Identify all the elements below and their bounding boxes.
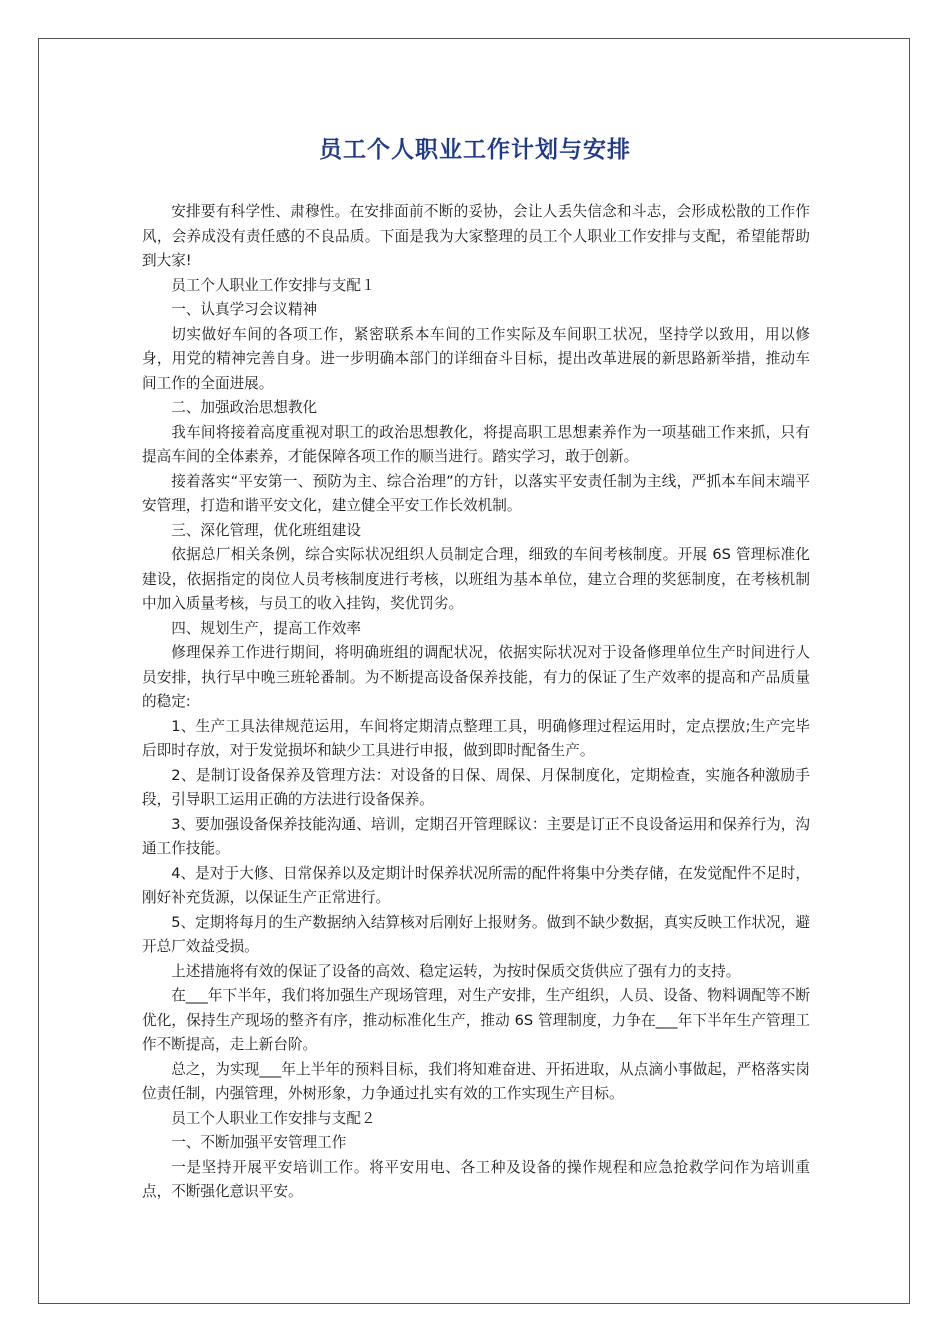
paragraph: 接着落实“平安第一、预防为主、综合治理”的方针，以落实平安责任制为主线，严抓本车间末端平安管理，打造和谐平安文化，建立健全平安工作长效机制。 bbox=[142, 472, 810, 514]
document-title: 员工个人职业工作计划与安排 bbox=[319, 137, 631, 163]
paragraph: 切实做好车间的各项工作，紧密联系本车间的工作实际及车间职工状况，坚持学以致用，用以修身，用党的精神完善自身。进一步明确本部门的详细奋斗目标，提出改革进展的新思路新举措，推动车间工作的全面进展。 bbox=[142, 325, 810, 392]
section-heading-plan-1: 员工个人职业工作安排与支配１ bbox=[171, 276, 376, 294]
paragraph: 一是坚持开展平安培训工作。将平安用电、各工种及设备的操作规程和应急抢救学问作为培训重点，不断强化意识平安。 bbox=[142, 1158, 810, 1200]
paragraph: 依据总厂相关条例，综合实际状况组织人员制定合理，细致的车间考核制度。开展 6S 管理标准化建设，依据指定的岗位人员考核制度进行考核，以班组为基本单位，建立合理的奖惩制度，在考核机制中加入质量考核，与员工的收入挂钩，奖优罚劣。 bbox=[142, 546, 810, 612]
paragraph-intro: 安排要有科学性、肃穆性。在安排面前不断的妥协，会让人丢失信念和斗志，会形成松散的工作作风，会养成没有责任感的不良品质。下面是我为大家整理的员工个人职业工作安排与支配，希望能帮助到大家! bbox=[142, 203, 810, 269]
subheading: 三、深化管理，优化班组建设 bbox=[171, 521, 361, 539]
subheading: 二、加强政治思想教化 bbox=[171, 399, 318, 416]
list-item: 3、要加强设备保养技能沟通、培训，定期召开管理睬议：主要是订正不良设备运用和保养行为，沟通工作技能。 bbox=[142, 815, 810, 857]
document-body bbox=[142, 200, 810, 1205]
section-heading-plan-2: 员工个人职业工作安排与支配２ bbox=[171, 1109, 376, 1127]
subheading: 一、不断加强平安管理工作 bbox=[171, 1134, 347, 1151]
subheading: 一、认真学习会议精神 bbox=[171, 301, 318, 318]
list-item: 4、是对于大修、日常保养以及定期计时保养状况所需的配件将集中分类存储，在发觉配件不足时，刚好补充货源，以保证生产正常进行。 bbox=[142, 864, 810, 906]
subheading: 四、规划生产，提高工作效率 bbox=[171, 619, 361, 637]
paragraph: 在___年下半年，我们将加强生产现场管理，对生产安排，生产组织，人员、设备、物料调配等不断优化，保持生产现场的整齐有序，推动标准化生产，推动 6S 管理制度，力争在___年下半年生产管理工作不断提高，走上新台阶。 bbox=[142, 987, 810, 1053]
paragraph: 上述措施将有效的保证了设备的高效、稳定运转，为按时保质交货供应了强有力的支持。 bbox=[171, 962, 741, 980]
paragraph: 修理保养工作进行期间，将明确班组的调配状况，依据实际状况对于设备修理单位生产时间进行人员安排，执行早中晚三班轮番制。为不断提高设备保养技能，有力的保证了生产效率的提高和产品质量的稳定: bbox=[142, 644, 810, 710]
paragraph: 我车间将接着高度重视对职工的政治思想教化，将提高职工思想素养作为一项基础工作来抓，只有提高车间的全体素养，才能保障各项工作的顺当进行。踏实学习，敢于创新。 bbox=[142, 423, 810, 465]
list-item: 5、定期将每月的生产数据纳入结算核对后刚好上报财务。做到不缺少数据，真实反映工作状况，避开总厂效益受损。 bbox=[142, 913, 810, 955]
paragraph: 总之，为实现___年上半年的预料目标，我们将知难奋进、开拓进取，从点滴小事做起，严格落实岗位责任制，内强管理，外树形象，力争通过扎实有效的工作实现生产目标。 bbox=[142, 1060, 810, 1102]
list-item: 2、是制订设备保养及管理方法：对设备的日保、周保、月保制度化，定期检查，实施各种激励手段，引导职工运用正确的方法进行设备保养。 bbox=[142, 766, 810, 808]
list-item: 1、生产工具法律规范运用，车间将定期清点整理工具，明确修理过程运用时，定点摆放;生产完毕后即时存放，对于发觉损坏和缺少工具进行申报，做到即时配备生产。 bbox=[142, 717, 810, 759]
